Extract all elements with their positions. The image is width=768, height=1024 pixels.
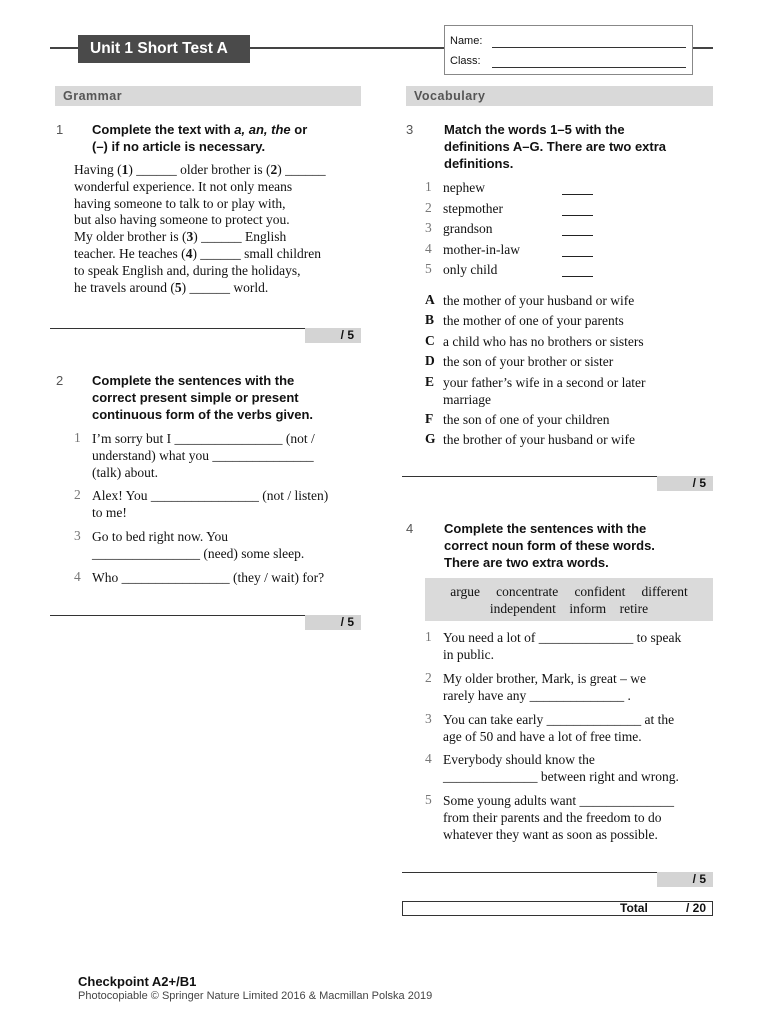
q2-item-line: ________________ (need) some sleep. (92, 546, 305, 561)
q1-text-part: wonderful experience. It not only means (74, 178, 293, 194)
q3-word-number: 2 (425, 199, 432, 215)
q4-score: / 5 (657, 872, 713, 887)
q3-word-number: 3 (425, 220, 432, 236)
q1-line (74, 280, 364, 297)
q3-definition-letter: A (425, 292, 435, 307)
q3-word-number: 1 (425, 179, 432, 194)
q4-item-line: from their parents and the freedom to do (443, 810, 662, 825)
q3-definition-line: the mother of one of your parents (443, 313, 624, 328)
q1-line (74, 179, 364, 196)
word-option: retire (619, 601, 649, 616)
q3-definition-text (443, 431, 713, 448)
section-grammar: Grammar (55, 86, 361, 106)
total-label: Total (620, 901, 648, 915)
q4-item-line: whatever they want as soon as possible. (443, 827, 658, 842)
footer-title: Checkpoint A2+/B1 (78, 974, 197, 989)
q3-definition-line: your father’s wife in a second or later (443, 375, 646, 390)
q4-item-line: My older brother, Mark, is great – we (443, 671, 647, 686)
q1-line (74, 263, 364, 280)
q3-definition-text (443, 333, 713, 350)
gap-number: 5 (174, 279, 182, 295)
q2-item-line: to me! (92, 505, 127, 520)
q1-line (74, 246, 364, 263)
q3-definition-letter: D (425, 353, 435, 368)
q3-definition-line: marriage (443, 392, 491, 407)
q1-text-part: ) ______ world. (181, 279, 269, 295)
q2-item-text (92, 528, 364, 562)
q1-text-part: teacher. He teaches ( (74, 245, 186, 261)
q4-item-line: You can take early ______________ at the (443, 712, 675, 727)
q4-item-line: Some young adults want ______________ (443, 793, 674, 808)
q3-definition-line: the son of one of your children (443, 412, 610, 427)
q1-text-part: to speak English and, during the holidays, (74, 262, 301, 278)
q4-item-line: in public. (443, 647, 494, 662)
q3-definition-text (443, 411, 713, 428)
q2-item-line: (talk) about. (92, 465, 158, 480)
q1-text-part: having someone to talk to or play with, (74, 195, 286, 211)
q3-answer-blank[interactable] (562, 193, 593, 195)
q4-item-number: 4 (425, 751, 432, 766)
q1-text (74, 162, 364, 296)
q3-word: stepmother (443, 200, 503, 216)
q3-definition-line: a child who has no brothers or sisters (443, 334, 644, 349)
q2-number: 2 (56, 373, 64, 388)
name-class-box (444, 25, 693, 75)
q4-item-text (443, 751, 715, 785)
q2-item-text (92, 430, 364, 481)
q1-text-part: ) ______ (277, 162, 326, 177)
q3-answer-blank[interactable] (562, 255, 593, 257)
q3-title: Match the words 1–5 with the definitions A–G. There are two extra definitions. (444, 122, 667, 171)
q2-item-line: Alex! You ________________ (not / listen) (92, 488, 329, 503)
q4-item-text (443, 670, 715, 704)
q4-item-line: ______________ between right and wrong. (443, 769, 679, 784)
q3-word: nephew (443, 180, 485, 195)
q3-definition-line: the brother of your husband or wife (443, 432, 635, 447)
q4-number: 4 (406, 521, 414, 536)
gap-number: 3 (186, 229, 194, 245)
q1-text-part: he travels around ( (74, 279, 175, 295)
q1-text-part: ) ______ English (193, 229, 287, 245)
q3-word: grandson (443, 221, 493, 237)
q4-item-line: age of 50 and have a lot of free time. (443, 729, 642, 744)
q4-item-number: 1 (425, 629, 432, 644)
q3-word-number: 5 (425, 261, 432, 277)
q2-item-line: Who ________________ (they / wait) for? (92, 570, 325, 585)
q3-word: only child (443, 262, 498, 278)
class-field[interactable] (450, 55, 686, 69)
q4-item-number: 3 (425, 711, 432, 726)
q2-item-number: 2 (74, 487, 81, 502)
q2-item-number: 3 (74, 528, 81, 543)
q1-text-part: Having ( (74, 162, 122, 177)
q4-title: Complete the sentences with the correct noun form of these words. There are two extra words. (444, 521, 655, 570)
q2-item-number: 1 (74, 430, 81, 445)
q4-item-number: 5 (425, 792, 432, 807)
q4-word-box (425, 578, 713, 621)
q1-line (74, 162, 364, 179)
q3-definition-text (443, 374, 713, 408)
q1-line (74, 229, 364, 246)
q1-title: Complete the text with a, an, the or (–) if no article is necessary. (92, 122, 308, 154)
class-label: Class: (450, 55, 484, 67)
q1-score: / 5 (305, 328, 361, 343)
word-option: argue (450, 584, 480, 599)
q3-definition-text (443, 353, 713, 370)
q3-definition-line: the mother of your husband or wife (443, 293, 635, 308)
q4-item-text (443, 629, 715, 663)
q3-definition-line: the son of your brother or sister (443, 354, 614, 369)
q4-item-line: rarely have any ______________ . (443, 688, 631, 703)
q1-text-part: ) ______ small children (192, 245, 322, 261)
q3-definition-letter: C (425, 333, 435, 348)
page-title: Unit 1 Short Test A (78, 35, 250, 63)
q2-item-number: 4 (74, 569, 81, 584)
gap-number: 2 (270, 162, 278, 177)
total-score: / 20 (685, 901, 706, 915)
footer-copyright: Photocopiable © Springer Nature Limited 2016 & Macmillan Polska 2019 (78, 990, 433, 1002)
q1-text-part: ) ______ older brother is ( (128, 162, 271, 177)
q4-item-number: 2 (425, 670, 432, 685)
q3-word-number: 4 (425, 240, 432, 256)
q1-line (74, 196, 364, 213)
word-option: concentrate (496, 584, 559, 599)
q4-item-line: Everybody should know the (443, 752, 595, 767)
total-box (402, 901, 713, 916)
word-option: confident (574, 584, 626, 599)
gap-number: 4 (185, 245, 193, 261)
q1-text-part: My older brother is ( (74, 229, 187, 245)
q3-definition-letter: B (425, 312, 435, 327)
section-vocabulary: Vocabulary (406, 86, 713, 106)
q3-answer-blank[interactable] (562, 234, 593, 236)
q2-item-line: understand) what you _______________ (92, 448, 314, 463)
q4-item-text (443, 792, 715, 843)
q1-text-part: but also having someone to protect you. (74, 212, 290, 228)
q3-definition-letter: G (425, 431, 436, 446)
q3-answer-blank[interactable] (562, 275, 593, 277)
q3-number: 3 (406, 122, 414, 137)
q3-word: mother-in-law (443, 241, 520, 257)
q2-item-line: Go to bed right now. You (92, 529, 229, 544)
wordbox-line-1 (425, 583, 713, 600)
word-option: independent (489, 601, 556, 616)
q4-item-text (443, 711, 715, 745)
q3-definition-letter: F (425, 411, 434, 426)
q3-definition-text (443, 292, 713, 309)
q3-score: / 5 (657, 476, 713, 491)
wordbox-line-2 (425, 600, 713, 617)
gap-number: 1 (121, 162, 129, 177)
q2-item-line: I’m sorry but I ________________ (not / (92, 431, 315, 446)
q2-item-text (92, 569, 364, 586)
q1-number: 1 (56, 122, 64, 137)
q3-answer-blank[interactable] (562, 214, 593, 216)
q1-line (74, 212, 364, 229)
q3-definition-letter: E (425, 374, 435, 389)
name-label: Name: (450, 35, 485, 47)
q2-title: Complete the sentences with the correct present simple or present continuous form of the verbs given. (92, 373, 314, 422)
name-field[interactable] (450, 35, 686, 49)
q2-score: / 5 (305, 615, 361, 630)
word-option: different (641, 584, 688, 599)
word-option: inform (569, 601, 607, 616)
q4-item-line: You need a lot of ______________ to speak (443, 630, 682, 645)
q2-item-text (92, 487, 364, 521)
q3-definition-text (443, 312, 713, 329)
